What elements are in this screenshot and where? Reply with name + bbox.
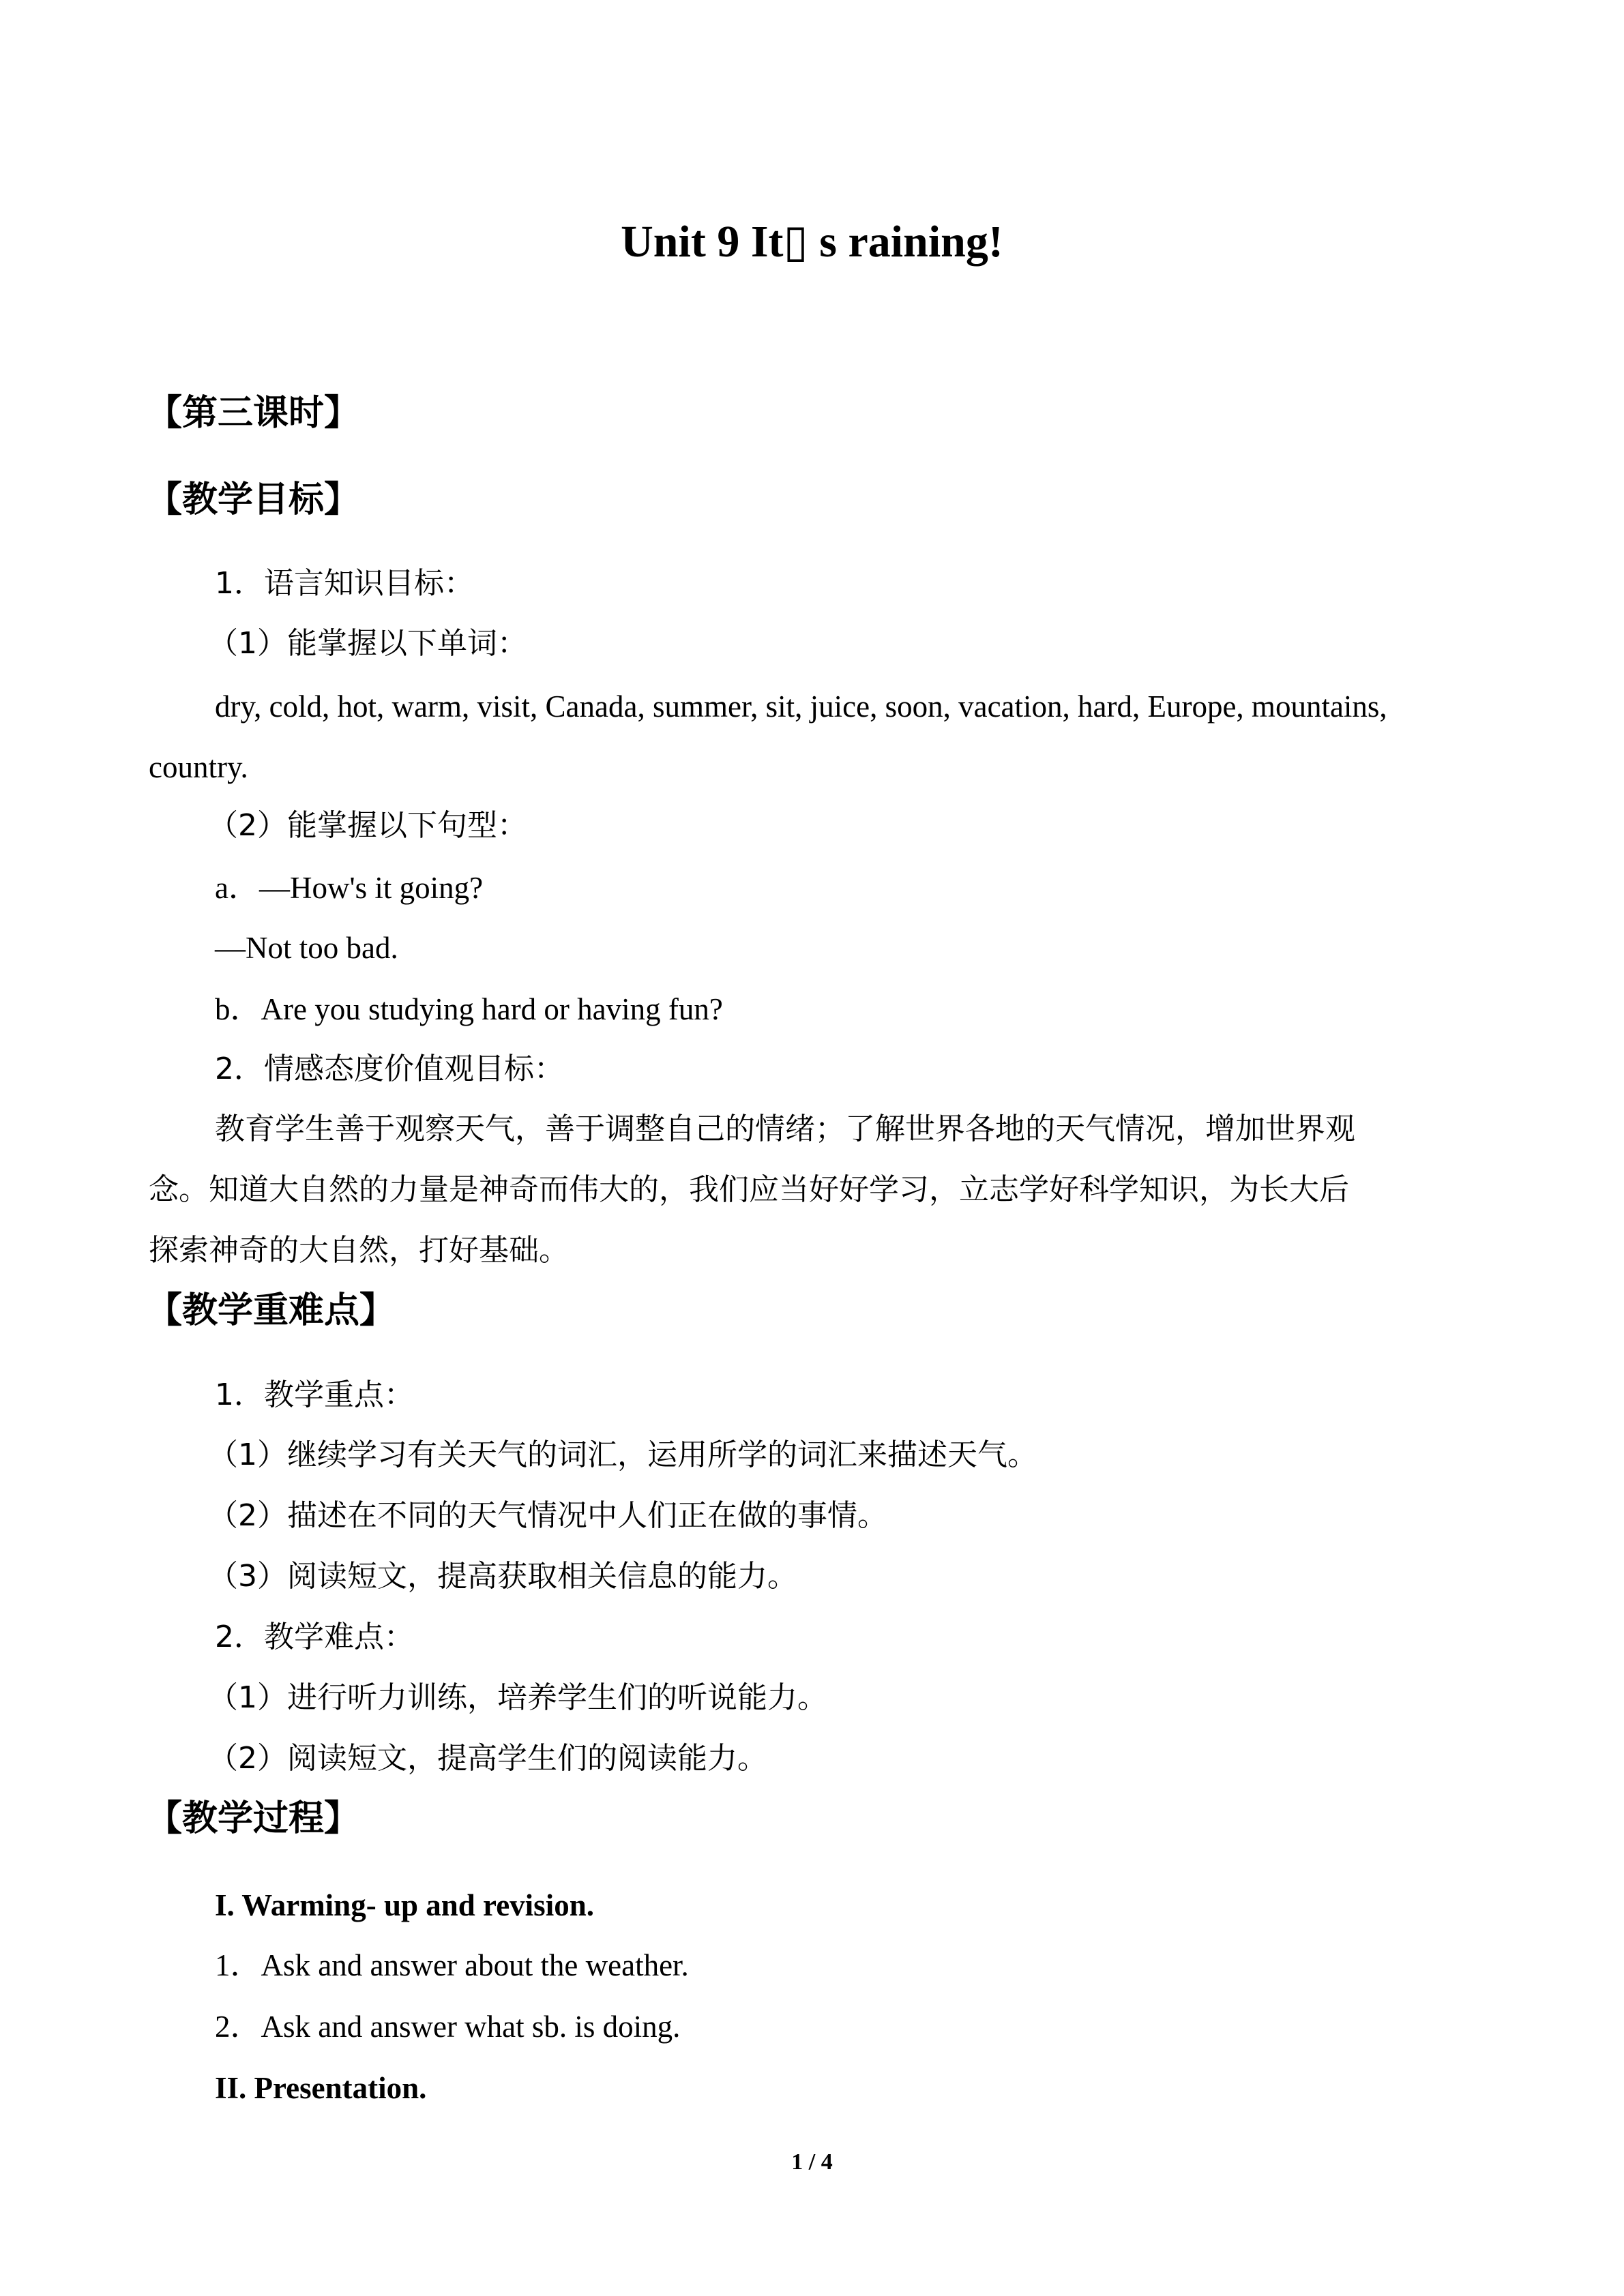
sentence-a-reply: —Not too bad. bbox=[215, 931, 398, 965]
key-point-1-2: （2）描述在不同的天气情况中人们正在做的事情。 bbox=[208, 1498, 887, 1533]
page-title: Unit 9 It▯ s raining! bbox=[621, 217, 1003, 267]
goal-1-1: （1）能掌握以下单词： bbox=[208, 626, 527, 661]
goal-2-paragraph-line-3: 探索神奇的大自然，打好基础。 bbox=[149, 1233, 569, 1268]
goal-2-paragraph-line-1: 教育学生善于观察天气，善于调整自己的情绪；了解世界各地的天气情况，增加世界观 bbox=[215, 1112, 1355, 1146]
goal-1: 1．语言知识目标： bbox=[215, 566, 474, 601]
goal-1-2: （2）能掌握以下句型： bbox=[208, 808, 527, 843]
sentence-b: b．Are you studying hard or having fun? bbox=[215, 992, 723, 1026]
goal-2-paragraph-line-2: 念。知道大自然的力量是神奇而伟大的，我们应当好好学习，立志学好科学知识，为长大后 bbox=[149, 1172, 1349, 1207]
section-heading-process: 【教学过程】 bbox=[147, 1798, 360, 1839]
key-point-1-1: （1）继续学习有关天气的词汇，运用所学的词汇来描述天气。 bbox=[208, 1437, 1037, 1472]
vocabulary-line-1: dry, cold, hot, warm, visit, Canada, summer, sit, juice, soon, vacation, hard, Europe, mountains, bbox=[215, 689, 1387, 724]
sentence-a: a．—How's it going? bbox=[215, 871, 484, 905]
key-point-2: 2．教学难点： bbox=[215, 1620, 414, 1654]
section-heading-goals: 【教学目标】 bbox=[147, 479, 360, 520]
vocabulary-line-2: country. bbox=[149, 750, 248, 784]
process-step-2-heading: II. Presentation. bbox=[215, 2071, 427, 2105]
goal-2: 2．情感态度价值观目标： bbox=[215, 1052, 564, 1086]
key-point-2-2: （2）阅读短文，提高学生们的阅读能力。 bbox=[208, 1741, 767, 1776]
key-point-1: 1．教学重点： bbox=[215, 1377, 414, 1412]
process-step-1-heading: I. Warming- up and revision. bbox=[215, 1888, 594, 1922]
lesson-heading: 【第三课时】 bbox=[147, 393, 360, 434]
section-heading-key-points: 【教学重难点】 bbox=[147, 1290, 396, 1331]
key-point-1-3: （3）阅读短文，提高获取相关信息的能力。 bbox=[208, 1559, 797, 1594]
key-point-2-1: （1）进行听力训练，培养学生们的听说能力。 bbox=[208, 1680, 827, 1715]
process-step-1-item-2: 2．Ask and answer what sb. is doing. bbox=[215, 2010, 681, 2044]
page-number: 1 / 4 bbox=[791, 2149, 833, 2175]
process-step-1-item-1: 1．Ask and answer about the weather. bbox=[215, 1948, 689, 1982]
